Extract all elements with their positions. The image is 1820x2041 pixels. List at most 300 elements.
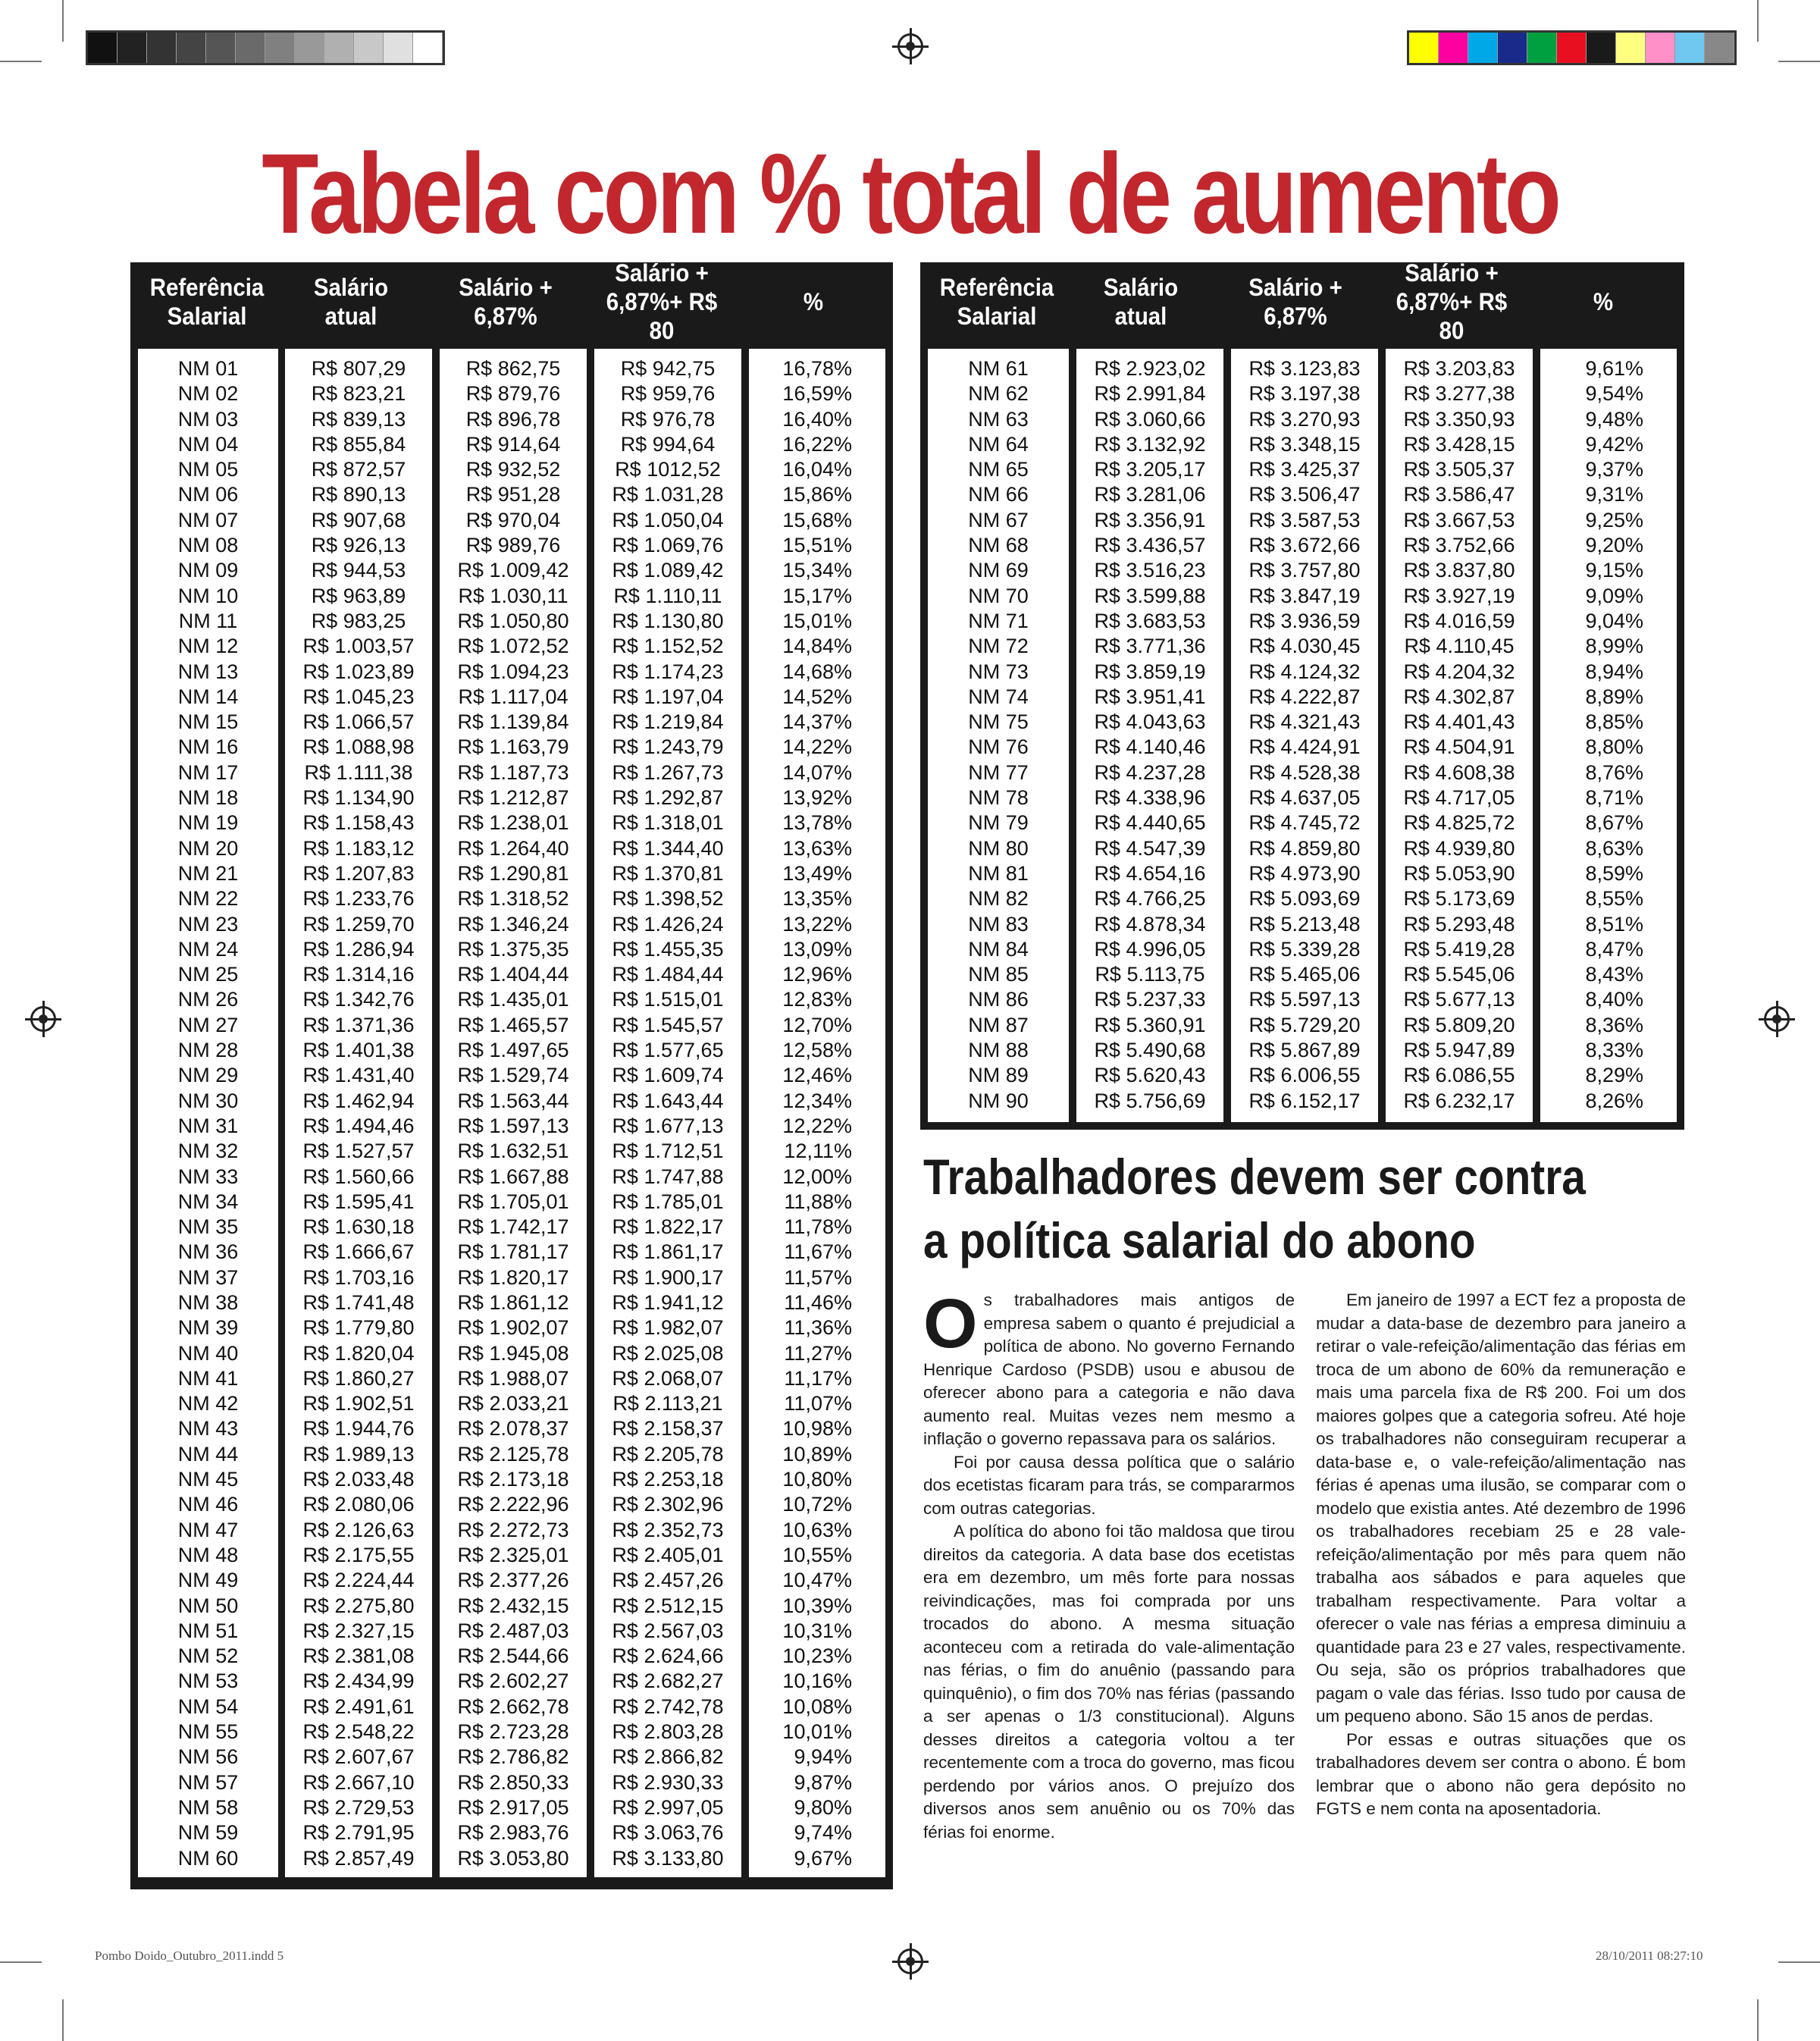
- table-cell: R$ 4.237,28: [1094, 760, 1206, 784]
- table-cell: R$ 1.667,88: [457, 1165, 569, 1188]
- article-column-1: [923, 1285, 1295, 1844]
- table-cell: NM 11: [178, 609, 238, 632]
- table-cell: R$ 1.900,17: [612, 1265, 724, 1289]
- table-cell: R$ 951,28: [465, 483, 561, 506]
- table-cell: 8,85%: [1585, 710, 1643, 734]
- table-cell: R$ 823,21: [311, 382, 406, 406]
- table-cell: R$ 3.683,53: [1094, 609, 1206, 632]
- table-cell: R$ 1.781,17: [457, 1240, 569, 1264]
- table-cell: R$ 3.063,76: [612, 1821, 724, 1845]
- table-cell: 12,11%: [784, 1140, 852, 1163]
- column-atual: [285, 349, 432, 1877]
- header-mais80: Salário + 6,87%+ R$ 80: [606, 259, 718, 344]
- table-cell: R$ 5.339,28: [1248, 937, 1361, 961]
- swatch: [177, 33, 206, 63]
- table-cell: R$ 2.352,73: [612, 1518, 724, 1541]
- table-cell: R$ 3.197,38: [1248, 382, 1361, 406]
- table-cell: NM 49: [177, 1569, 239, 1592]
- table-cell: 8,94%: [1585, 660, 1643, 683]
- table-cell: R$ 1.003,57: [302, 635, 415, 658]
- table-cell: 14,37%: [782, 710, 852, 734]
- table-cell: R$ 890,13: [311, 483, 406, 506]
- table-cell: R$ 983,25: [311, 609, 406, 632]
- table-cell: NM 63: [968, 407, 1029, 431]
- table-cell: 13,22%: [782, 912, 852, 936]
- table-cell: R$ 2.512,15: [612, 1594, 724, 1617]
- table-cell: NM 25: [177, 963, 239, 986]
- table-cell: R$ 994,64: [620, 432, 716, 456]
- table-cell: NM 02: [177, 382, 239, 406]
- table-cell: R$ 3.587,53: [1248, 508, 1361, 531]
- table-cell: R$ 1.465,57: [457, 1013, 569, 1036]
- table-cell: 8,33%: [1585, 1039, 1643, 1062]
- table-cell: 8,59%: [1585, 861, 1643, 885]
- table-cell: R$ 2.327,15: [302, 1619, 415, 1642]
- table-cell: 10,47%: [782, 1569, 852, 1592]
- table-cell: NM 09: [177, 559, 239, 582]
- table-cell: R$ 6.152,17: [1248, 1089, 1361, 1112]
- table-cell: R$ 2.729,53: [302, 1795, 415, 1819]
- table-cell: R$ 1.398,52: [612, 887, 724, 911]
- table-cell: R$ 3.672,66: [1248, 534, 1361, 557]
- table-cell: 13,49%: [782, 861, 852, 885]
- table-cell: R$ 1.712,51: [612, 1140, 724, 1163]
- column-mais687: [1231, 349, 1378, 1122]
- table-cell: NM 64: [968, 432, 1029, 456]
- table-cell: 11,27%: [784, 1341, 852, 1365]
- table-cell: R$ 1.207,83: [302, 861, 415, 885]
- table-cell: NM 29: [177, 1064, 239, 1087]
- table-cell: R$ 2.791,95: [302, 1821, 415, 1845]
- header-ref: Referência Salarial: [149, 274, 265, 330]
- swatch: [1439, 33, 1468, 63]
- table-cell: 12,58%: [782, 1039, 852, 1062]
- table-cell: R$ 1.861,12: [457, 1290, 569, 1314]
- table-cell: R$ 4.717,05: [1403, 786, 1515, 810]
- table-cell: 10,01%: [782, 1720, 852, 1744]
- table-cell: R$ 3.203,83: [1403, 357, 1515, 380]
- table-cell: 9,87%: [794, 1770, 852, 1794]
- table-cell: 9,42%: [1585, 432, 1643, 456]
- table-cell: R$ 3.425,37: [1248, 458, 1361, 481]
- table-cell: R$ 2.080,06: [302, 1493, 415, 1516]
- table-cell: R$ 1.944,76: [302, 1417, 415, 1441]
- table-cell: R$ 1.595,41: [302, 1190, 415, 1213]
- table-cell: R$ 862,75: [465, 357, 561, 380]
- table-cell: R$ 1.023,89: [302, 660, 415, 683]
- table-cell: R$ 1.212,87: [457, 786, 569, 810]
- table-cell: 14,52%: [782, 685, 852, 708]
- swatch: [295, 33, 324, 63]
- table-cell: R$ 4.302,87: [1403, 685, 1515, 708]
- table-cell: R$ 1.860,27: [302, 1366, 415, 1390]
- table-cell: 15,68%: [782, 508, 852, 531]
- table-cell: 11,57%: [784, 1265, 852, 1289]
- table-cell: 10,98%: [782, 1417, 852, 1441]
- table-cell: R$ 5.756,69: [1094, 1089, 1206, 1112]
- table-cell: NM 57: [177, 1770, 239, 1794]
- table-cell: 10,16%: [782, 1669, 852, 1693]
- table-cell: R$ 1.435,01: [457, 988, 569, 1011]
- table-cell: R$ 4.204,32: [1403, 660, 1515, 683]
- column-mais80: [594, 349, 741, 1877]
- table-cell: R$ 3.123,83: [1248, 357, 1361, 380]
- table-cell: 10,08%: [782, 1695, 852, 1718]
- table-cell: R$ 3.428,15: [1403, 432, 1515, 456]
- table-cell: R$ 1.243,79: [612, 735, 724, 759]
- table-cell: R$ 2.125,78: [457, 1442, 569, 1466]
- table-cell: R$ 807,29: [311, 357, 406, 380]
- table-cell: R$ 1.089,42: [612, 559, 724, 582]
- table-cell: NM 35: [177, 1215, 239, 1239]
- table-cell: R$ 3.205,17: [1094, 458, 1206, 481]
- header-pct: %: [803, 288, 824, 315]
- table-cell: R$ 4.504,91: [1403, 735, 1515, 759]
- table-cell: R$ 1.346,24: [457, 912, 569, 936]
- table-cell: R$ 2.866,82: [612, 1745, 724, 1769]
- swatch: [88, 33, 117, 63]
- table-cell: R$ 2.457,26: [612, 1569, 724, 1592]
- table-cell: 10,63%: [782, 1518, 852, 1541]
- swatch: [1705, 33, 1734, 63]
- table-cell: NM 44: [177, 1442, 239, 1466]
- table-cell: NM 80: [968, 836, 1029, 860]
- table-cell: R$ 989,76: [465, 534, 561, 557]
- header-atual: Salário atual: [1103, 274, 1179, 330]
- table-cell: R$ 1.941,12: [612, 1290, 724, 1314]
- article-title-line2: a política salarial do abono: [923, 1212, 1476, 1268]
- table-cell: R$ 4.528,38: [1248, 760, 1361, 784]
- table-cell: R$ 3.506,47: [1248, 483, 1361, 506]
- table-cell: R$ 2.991,84: [1094, 382, 1206, 406]
- table-cell: R$ 2.857,49: [302, 1846, 415, 1870]
- table-cell: 10,23%: [782, 1644, 852, 1668]
- table-cell: NM 86: [968, 988, 1029, 1011]
- table-cell: R$ 1.139,84: [457, 710, 569, 734]
- table-cell: R$ 3.936,59: [1248, 609, 1361, 632]
- table-cell: R$ 3.132,92: [1094, 432, 1206, 456]
- table-cell: R$ 1.371,36: [302, 1013, 415, 1036]
- column-mais687: [440, 349, 587, 1877]
- salary-table-left: [130, 259, 893, 1889]
- table-cell: R$ 1.318,01: [612, 811, 724, 835]
- table-cell: R$ 1.431,40: [302, 1064, 415, 1087]
- table-cell: NM 13: [177, 660, 239, 683]
- crop-mark: [62, 1999, 64, 2041]
- table-cell: R$ 1.902,07: [457, 1316, 569, 1340]
- table-cell: R$ 3.667,53: [1403, 508, 1515, 531]
- table-cell: 12,96%: [782, 963, 852, 986]
- table-cell: R$ 2.667,10: [302, 1770, 415, 1794]
- table-cell: 8,36%: [1585, 1013, 1643, 1036]
- table-cell: R$ 1.742,17: [457, 1215, 569, 1239]
- table-cell: 13,63%: [782, 836, 852, 860]
- table-cell: R$ 1.314,16: [302, 963, 415, 986]
- table-cell: R$ 2.930,33: [612, 1770, 724, 1794]
- crop-mark: [1757, 0, 1759, 42]
- table-cell: R$ 1.009,42: [457, 559, 569, 582]
- table-cell: 10,31%: [782, 1619, 852, 1642]
- table-cell: R$ 1.945,08: [457, 1341, 569, 1365]
- table-cell: R$ 1.233,76: [302, 887, 415, 911]
- table-cell: R$ 2.803,28: [612, 1720, 724, 1744]
- table-cell: R$ 4.338,96: [1094, 786, 1206, 810]
- table-cell: NM 32: [177, 1140, 239, 1163]
- table-cell: R$ 2.224,44: [302, 1569, 415, 1592]
- table-cell: R$ 2.033,48: [302, 1468, 415, 1491]
- table-cell: R$ 1.643,44: [612, 1089, 724, 1112]
- table-cell: 11,46%: [784, 1290, 852, 1314]
- table-cell: R$ 1.264,40: [457, 836, 569, 860]
- table-cell: R$ 2.325,01: [457, 1543, 569, 1566]
- table-cell: NM 30: [177, 1089, 239, 1112]
- table-cell: R$ 4.124,32: [1248, 660, 1361, 683]
- swatch: [206, 33, 236, 63]
- table-cell: R$ 2.113,21: [612, 1392, 723, 1416]
- table-cell: NM 82: [968, 887, 1029, 911]
- crop-mark: [62, 0, 64, 42]
- table-cell: NM 53: [177, 1669, 239, 1693]
- table-cell: NM 40: [177, 1341, 239, 1365]
- table-cell: R$ 1.375,35: [457, 937, 569, 961]
- table-cell: R$ 1.988,07: [457, 1366, 569, 1390]
- table-cell: R$ 4.766,25: [1094, 887, 1206, 911]
- footer-filename: Pombo Doido_Outubro_2011.indd 5: [95, 1949, 284, 1963]
- column-pct: [1540, 349, 1677, 1122]
- table-cell: 9,74%: [794, 1821, 852, 1845]
- table-cell: R$ 1.267,73: [612, 760, 724, 784]
- table-cell: NM 34: [177, 1190, 239, 1213]
- table-cell: R$ 1.861,17: [612, 1240, 724, 1264]
- table-cell: 16,59%: [782, 382, 852, 406]
- table-cell: R$ 1.110,11: [613, 584, 722, 607]
- table-cell: NM 38: [177, 1290, 239, 1314]
- table-cell: 12,34%: [782, 1089, 852, 1112]
- table-cell: R$ 5.237,33: [1094, 988, 1206, 1011]
- table-cell: R$ 2.723,28: [457, 1720, 569, 1744]
- header-pct: %: [1593, 288, 1614, 315]
- table-cell: R$ 1.632,51: [457, 1140, 569, 1163]
- table-cell: NM 05: [177, 458, 239, 481]
- article-title-line1: Trabalhadores devem ser contra: [923, 1149, 1586, 1205]
- table-cell: 16,22%: [782, 432, 852, 456]
- swatch: [1646, 33, 1675, 63]
- table-cell: NM 67: [968, 508, 1029, 531]
- table-cell: NM 60: [177, 1846, 239, 1870]
- table-cell: R$ 1.820,17: [457, 1265, 569, 1289]
- table-cell: R$ 3.436,57: [1094, 534, 1206, 557]
- table-header: [920, 259, 1684, 344]
- table-cell: 8,99%: [1585, 635, 1643, 658]
- paragraph-text: s trabalhadores mais antigos de empresa sabem o quanto é prejudicial a política de abono. No governo Fernando Henrique Cardoso (PSDB) usou e abusou de oferecer abono para a categoria e não dava aumento real. Muitas vezes nem mesmo a inflação o governo repassava para os salários.: [923, 1290, 1295, 1448]
- table-cell: R$ 6.086,55: [1403, 1064, 1515, 1087]
- table-cell: R$ 1.401,38: [302, 1039, 415, 1062]
- table-cell: 13,09%: [782, 937, 852, 961]
- table-cell: 13,78%: [782, 811, 852, 835]
- table-cell: R$ 1.030,11: [458, 584, 569, 607]
- table-cell: NM 84: [968, 937, 1029, 961]
- table-cell: R$ 1.183,12: [302, 836, 415, 860]
- swatch: [354, 33, 384, 63]
- table-cell: R$ 3.757,80: [1248, 559, 1361, 582]
- table-cell: 11,88%: [784, 1190, 852, 1213]
- table-cell: NM 65: [968, 458, 1029, 481]
- table-cell: R$ 3.053,80: [457, 1846, 569, 1870]
- table-cell: R$ 5.677,13: [1403, 988, 1515, 1011]
- crop-mark: [0, 1961, 42, 1963]
- table-cell: R$ 3.847,19: [1248, 584, 1361, 607]
- table-cell: R$ 1.290,81: [457, 861, 569, 885]
- table-cell: NM 16: [177, 735, 239, 759]
- table-cell: R$ 926,13: [311, 534, 406, 557]
- table-cell: R$ 2.078,37: [457, 1417, 569, 1441]
- table-cell: NM 21: [177, 861, 239, 885]
- table-cell: 9,61%: [1585, 357, 1643, 380]
- table-cell: R$ 2.487,03: [457, 1619, 569, 1642]
- table-cell: R$ 2.491,61: [302, 1695, 415, 1718]
- column-ref: [138, 349, 278, 1877]
- table-cell: NM 81: [968, 861, 1029, 885]
- table-cell: R$ 4.321,43: [1248, 710, 1361, 734]
- swatch: [1675, 33, 1705, 63]
- table-cell: R$ 1.703,16: [302, 1265, 415, 1289]
- table-cell: 13,35%: [782, 887, 852, 911]
- table-cell: R$ 5.293,48: [1403, 912, 1515, 936]
- table-cell: R$ 1.785,01: [612, 1190, 724, 1213]
- table-cell: NM 37: [177, 1265, 239, 1289]
- table-cell: NM 10: [177, 584, 239, 607]
- table-cell: 9,94%: [794, 1745, 852, 1769]
- table-cell: R$ 4.859,80: [1248, 836, 1361, 860]
- table-cell: R$ 2.253,18: [612, 1468, 724, 1491]
- swatch: [1616, 33, 1646, 63]
- table-cell: R$ 1.163,79: [457, 735, 569, 759]
- table-cell: R$ 1.117,04: [458, 685, 569, 708]
- table-cell: NM 70: [968, 584, 1029, 607]
- table-cell: R$ 2.850,33: [457, 1770, 569, 1794]
- table-cell: R$ 3.837,80: [1403, 559, 1515, 582]
- table-cell: R$ 4.547,39: [1094, 836, 1206, 860]
- table-cell: R$ 1.045,23: [302, 685, 415, 708]
- table-cell: R$ 5.545,06: [1403, 963, 1515, 986]
- registration-mark-icon: [30, 1006, 56, 1032]
- table-cell: R$ 4.878,34: [1094, 912, 1206, 936]
- table-cell: NM 89: [968, 1064, 1029, 1087]
- table-cell: NM 87: [968, 1013, 1029, 1036]
- table-cell: R$ 5.093,69: [1248, 887, 1361, 911]
- table-cell: NM 33: [177, 1165, 239, 1188]
- table-cell: R$ 1.527,57: [302, 1140, 415, 1163]
- table-cell: 13,92%: [782, 786, 852, 810]
- table-cell: R$ 5.465,06: [1248, 963, 1361, 986]
- table-cell: R$ 2.607,67: [302, 1745, 415, 1769]
- table-cell: R$ 963,89: [311, 584, 406, 607]
- table-cell: R$ 4.825,72: [1403, 811, 1515, 835]
- table-cell: 12,00%: [782, 1165, 852, 1188]
- table-cell: 9,25%: [1585, 508, 1643, 531]
- crop-mark: [1778, 1961, 1820, 1963]
- swatch: [147, 33, 177, 63]
- table-cell: R$ 2.662,78: [457, 1695, 569, 1718]
- table-cell: 8,71%: [1585, 786, 1643, 810]
- table-cell: R$ 5.173,69: [1403, 887, 1515, 911]
- header-atual: Salário atual: [313, 274, 389, 330]
- salary-table-right: [920, 259, 1684, 1130]
- table-cell: NM 26: [177, 988, 239, 1011]
- table-cell: R$ 2.432,15: [457, 1594, 569, 1617]
- table-cell: 15,86%: [782, 483, 852, 506]
- table-cell: 9,37%: [1585, 458, 1643, 481]
- table-cell: 10,80%: [782, 1468, 852, 1491]
- article-paragraph: Em janeiro de 1997 a ECT fez a proposta de mudar a data-base de dezembro para janeiro a retirar o vale-refeição/alimentação das férias em troca de um abono de 60% da remuneração e mais uma parcela fixa de R$ 200. Foi um dos maiores golpes que a categoria sofreu. Até hoje os trabalhadores não conseguiram recuperar a data-base e, o vale-refeição/alimentação nas férias é apenas uma ilusão, se comparar com o modelo que existia antes. Até dezembro de 1996 os trabalhadores recebiam 25 e 28 vale-refeição/alimentação por mês para quem não trabalha aos sábados e para aqueles que trabalham respectivamente. Para voltar a oferecer o vale nas férias a empresa diminuiu a quantidade para 23 e 27 vales, respectivamente. Ou seja, são os próprios trabalhadores que pagam o vale das férias. Isso tudo por causa de um pequeno abono. São 15 anos de perdas.: [1316, 1290, 1686, 1726]
- table-cell: R$ 3.859,19: [1094, 660, 1206, 683]
- table-cell: R$ 976,78: [620, 407, 716, 431]
- table-cell: R$ 872,57: [311, 458, 406, 481]
- table-cell: R$ 5.729,20: [1248, 1013, 1361, 1036]
- table-cell: 8,40%: [1585, 988, 1643, 1011]
- table-cell: R$ 3.277,38: [1403, 382, 1515, 406]
- table-cell: R$ 1012,52: [615, 458, 721, 481]
- table-cell: R$ 1.187,73: [457, 760, 569, 784]
- table-cell: 12,22%: [782, 1114, 852, 1137]
- table-cell: R$ 1.515,01: [612, 988, 724, 1011]
- table-cell: R$ 4.939,80: [1403, 836, 1515, 860]
- table-cell: R$ 1.989,13: [302, 1442, 415, 1466]
- table-cell: R$ 1.111,38: [304, 760, 413, 784]
- table-cell: R$ 1.902,51: [302, 1392, 415, 1416]
- table-cell: R$ 2.025,08: [612, 1341, 724, 1365]
- table-cell: 8,47%: [1585, 937, 1643, 961]
- table-cell: 9,09%: [1585, 584, 1643, 607]
- swatch: [1587, 33, 1616, 63]
- table-cell: R$ 1.219,84: [612, 710, 724, 734]
- table-cell: R$ 1.130,80: [612, 609, 724, 632]
- crop-mark: [0, 61, 42, 62]
- table-cell: R$ 2.983,76: [457, 1821, 569, 1845]
- table-cell: NM 76: [968, 735, 1029, 759]
- table-cell: NM 50: [177, 1594, 239, 1617]
- table-cell: R$ 2.917,05: [457, 1795, 569, 1819]
- swatch: [1557, 33, 1587, 63]
- article-paragraph: A política do abono foi tão maldosa que tirou direitos da categoria. A data base dos ecetistas era em dezembro, um mês forte para nossas reivindicações, mas foi comprada por uns trocados do abono. A mesma situação aconteceu com a retirada do vale-alimentação nas férias, o fim do anuênio (passando para quinquênio), o fim dos 70% nas férias (passando a ser apenas o 1/3 constitucional). Alguns desses direitos a categoria voltou a ter recentemente com a troca do governo, mas ficou perdendo por vários anos. O prejuízo dos diversos anos sem anuênio ou os 70% das férias foi enorme.: [923, 1522, 1295, 1842]
- table-cell: R$ 1.342,76: [302, 988, 415, 1011]
- table-cell: R$ 907,68: [311, 508, 406, 531]
- table-cell: 16,78%: [782, 357, 852, 380]
- table-cell: 14,07%: [782, 760, 852, 784]
- table-cell: R$ 3.951,41: [1094, 685, 1206, 708]
- table-cell: NM 62: [968, 382, 1029, 406]
- table-cell: R$ 1.066,57: [302, 710, 415, 734]
- table-cell: NM 56: [177, 1745, 239, 1769]
- swatch: [413, 33, 443, 63]
- table-cell: R$ 4.043,63: [1094, 710, 1206, 734]
- table-cell: NM 22: [177, 887, 239, 911]
- table-cell: NM 19: [177, 811, 239, 835]
- article-paragraph: Foi por causa dessa política que o salário dos ecetistas ficaram para trás, se compararmos com outras categorias.: [923, 1452, 1295, 1518]
- table-cell: R$ 944,53: [311, 559, 406, 582]
- table-cell: 11,36%: [784, 1316, 852, 1340]
- table-cell: R$ 4.424,91: [1248, 735, 1361, 759]
- table-cell: R$ 1.134,90: [302, 786, 415, 810]
- table-cell: R$ 5.947,89: [1403, 1039, 1515, 1062]
- table-cell: R$ 2.158,37: [612, 1417, 724, 1441]
- table-cell: NM 03: [177, 407, 239, 431]
- table-cell: R$ 1.370,81: [612, 861, 724, 885]
- table-cell: R$ 879,76: [465, 382, 561, 406]
- table-cell: R$ 1.982,07: [612, 1316, 724, 1340]
- table-cell: 11,17%: [784, 1366, 852, 1390]
- table-cell: R$ 1.238,01: [457, 811, 569, 835]
